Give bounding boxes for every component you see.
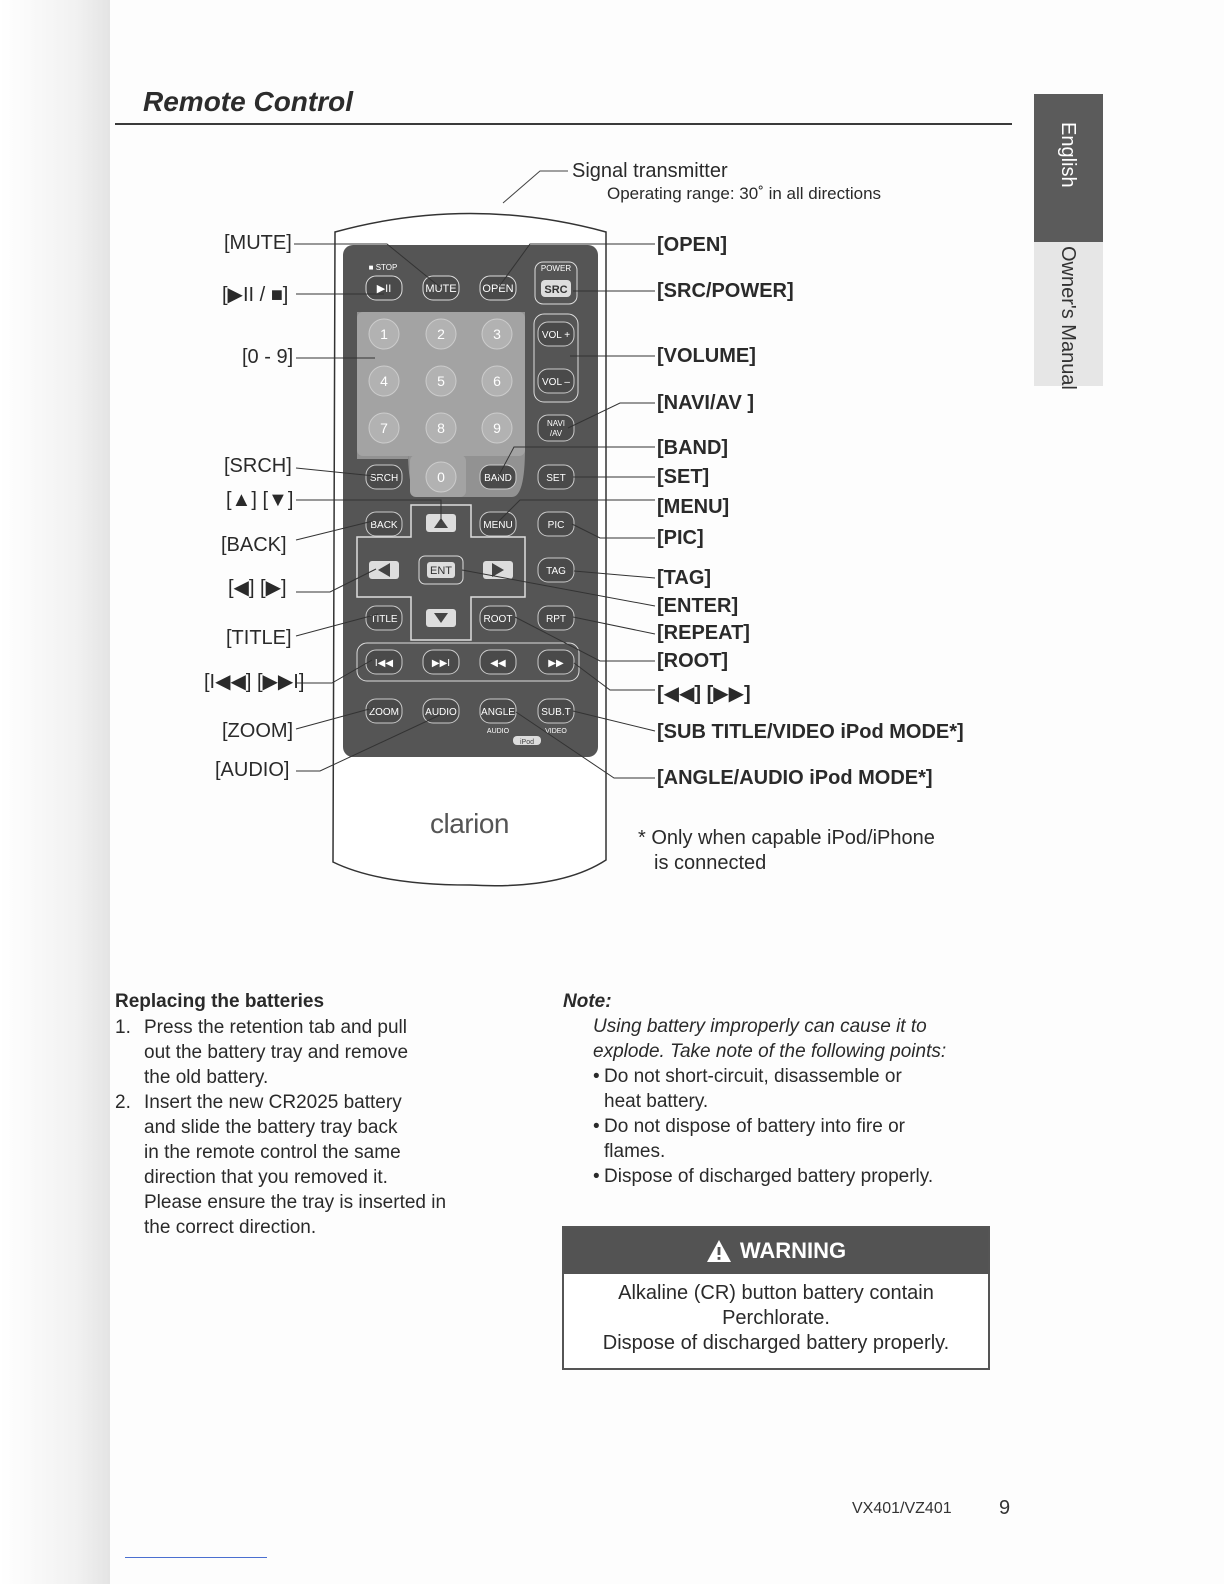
- warning-triangle-icon: [706, 1239, 732, 1263]
- digit-4: 4: [380, 373, 388, 389]
- label-play-stop: [▶II / ■]: [222, 284, 289, 306]
- src-text: SRC: [544, 284, 568, 296]
- clarion-logo: clarion: [430, 808, 509, 839]
- label-subtitle-video: [SUB TITLE/VIDEO iPod MODE*]: [657, 721, 964, 743]
- navi-text-top: NAVI: [546, 419, 566, 428]
- step-line: and slide the battery tray back: [144, 1117, 398, 1138]
- ipod-audio-label: AUDIO: [486, 728, 510, 735]
- digit-5: 5: [437, 373, 445, 389]
- label-audio: [AUDIO]: [215, 759, 290, 781]
- side-tab-owners-manual-label: Owner's Manual: [1057, 246, 1079, 390]
- note-intro: [563, 1014, 993, 1064]
- battery-steps: [115, 1015, 475, 1240]
- digit-7: 7: [380, 420, 388, 436]
- bullet-dot-icon: •: [593, 1116, 600, 1137]
- bottom-edge-line: [125, 1557, 267, 1558]
- battery-step: [115, 1090, 475, 1240]
- note-bullet-line: Do not dispose of battery into fire or: [604, 1116, 905, 1137]
- vol-up-text: VOL +: [541, 330, 571, 341]
- label-enter: [ENTER]: [657, 595, 739, 617]
- band-text: BAND: [484, 473, 512, 484]
- label-band: [BAND]: [657, 437, 729, 459]
- digit-8: 8: [437, 420, 445, 436]
- tag-text: TAG: [546, 566, 566, 577]
- step-number: 1.: [115, 1017, 131, 1038]
- replacing-batteries-section: [115, 989, 475, 1240]
- note-bullet-line: heat battery.: [604, 1091, 709, 1112]
- label-repeat: [REPEAT]: [657, 622, 750, 644]
- step-line: Please ensure the tray is inserted in: [144, 1192, 447, 1213]
- digit-9: 9: [493, 420, 501, 436]
- root-text: ROOT: [483, 614, 513, 625]
- page-title: Remote Control: [143, 86, 353, 117]
- note-bullet-line: flames.: [604, 1141, 666, 1162]
- side-tab-english-label: English: [1057, 122, 1079, 188]
- step-number: 2.: [115, 1092, 131, 1113]
- battery-step: [115, 1015, 475, 1090]
- note-bullets: [563, 1064, 993, 1189]
- label-title: [TITLE]: [226, 627, 292, 649]
- note-section: [563, 989, 993, 1189]
- label-set: [SET]: [657, 466, 710, 488]
- digit-2: 2: [437, 326, 445, 342]
- menu-text: MENU: [483, 520, 513, 531]
- label-back: [BACK]: [221, 534, 287, 556]
- label-tag: [TAG]: [657, 567, 712, 589]
- label-volume: [VOLUME]: [657, 345, 756, 367]
- footnote-line-1: * Only when capable iPod/iPhone: [638, 827, 935, 849]
- step-line: direction that you removed it.: [144, 1167, 388, 1188]
- subt-text: SUB.T: [541, 707, 571, 718]
- note-bullet-line: Dispose of discharged battery properly.: [604, 1166, 934, 1187]
- operating-range-label: Operating range: 30˚ in all directions: [607, 184, 882, 203]
- srch-text: SRCH: [369, 473, 399, 484]
- title-text: TITLE: [370, 614, 398, 625]
- warning-box: [562, 1226, 990, 1370]
- note-intro-line: Using battery improperly can cause it to: [593, 1016, 927, 1037]
- digit-1: 1: [380, 326, 388, 342]
- label-angle-audio: [ANGLE/AUDIO iPod MODE*]: [657, 767, 933, 789]
- warning-header: [564, 1228, 988, 1274]
- label-src-power: [SRC/POWER]: [657, 280, 794, 302]
- label-left-right: [◀] [▶]: [228, 577, 287, 599]
- warning-line: Dispose of discharged battery properly.: [602, 1332, 950, 1354]
- label-track-skip: [I◀◀] [▶▶I]: [204, 671, 305, 693]
- label-open: [OPEN]: [657, 234, 727, 256]
- ent-text: ENT: [430, 565, 452, 577]
- angle-text: ANGLE: [481, 707, 515, 718]
- stop-label: ■ STOP: [368, 263, 398, 272]
- label-rew-ff: [◀◀] [▶▶]: [657, 683, 751, 705]
- label-root: [ROOT]: [657, 650, 729, 672]
- bullet-dot-icon: •: [593, 1166, 600, 1187]
- set-text: SET: [546, 473, 566, 484]
- label-digits: [0 - 9]: [242, 346, 294, 368]
- signal-pointer-line: [503, 171, 568, 203]
- label-srch: [SRCH]: [224, 455, 292, 477]
- pic-text: PIC: [547, 520, 565, 531]
- fast-forward-text: ▶▶: [548, 658, 564, 669]
- label-navi-av: [NAVI/AV ]: [657, 392, 755, 414]
- digit-0: 0: [437, 469, 445, 485]
- step-line: out the battery tray and remove: [144, 1042, 409, 1063]
- back-text: BACK: [370, 520, 398, 531]
- vol-down-text: VOL –: [542, 377, 570, 388]
- label-mute: [MUTE]: [224, 232, 292, 254]
- open-text: OPEN: [482, 283, 514, 295]
- warning-title: WARNING: [739, 1238, 847, 1263]
- note-bullet-line: Do not short-circuit, disassemble or: [604, 1066, 902, 1087]
- digit-3: 3: [493, 326, 501, 342]
- model-number: VX401/VZ401: [852, 1500, 952, 1517]
- warning-line: Alkaline (CR) button battery contain: [618, 1282, 934, 1304]
- note-bullet: [593, 1164, 993, 1189]
- rewind-text: ◀◀: [490, 658, 506, 669]
- bullet-dot-icon: •: [593, 1066, 600, 1087]
- ipod-footnote: [638, 826, 968, 876]
- ipod-badge-text: iPod: [519, 739, 535, 746]
- label-up-down: [▲] [▼]: [226, 489, 294, 511]
- ipod-video-label: VIDEO: [545, 728, 567, 735]
- note-bullet: [593, 1114, 993, 1164]
- step-line: the correct direction.: [144, 1217, 317, 1238]
- step-line: in the remote control the same: [144, 1142, 401, 1163]
- mute-text: MUTE: [425, 283, 457, 295]
- digit-6: 6: [493, 373, 501, 389]
- step-line: the old battery.: [144, 1067, 269, 1088]
- replacing-batteries-heading: Replacing the batteries: [115, 991, 325, 1012]
- next-track-text: ▶▶I: [431, 658, 451, 669]
- navi-text-bottom: /AV: [549, 429, 563, 438]
- page-number: 9: [999, 1497, 1011, 1519]
- play-pause-text: ▶II: [376, 283, 392, 295]
- warning-line: Perchlorate.: [722, 1307, 830, 1329]
- warning-body: [564, 1274, 988, 1356]
- signal-transmitter-label: Signal transmitter: [572, 160, 728, 182]
- note-bullet: [593, 1064, 993, 1114]
- note-intro-line: explode. Take note of the following points:: [593, 1041, 947, 1062]
- note-heading: Note:: [563, 991, 612, 1012]
- label-menu: [MENU]: [657, 496, 730, 518]
- prev-track-text: I◀◀: [374, 658, 394, 669]
- step-line: Insert the new CR2025 battery: [144, 1092, 402, 1113]
- rpt-text: RPT: [546, 614, 566, 625]
- zoom-text: ZOOM: [369, 707, 399, 718]
- step-line: Press the retention tab and pull: [144, 1017, 408, 1038]
- power-label: POWER: [540, 264, 572, 273]
- audio-text: AUDIO: [425, 707, 457, 718]
- footnote-line-2: is connected: [654, 852, 767, 874]
- label-pic: [PIC]: [657, 527, 704, 549]
- label-zoom: [ZOOM]: [222, 720, 294, 742]
